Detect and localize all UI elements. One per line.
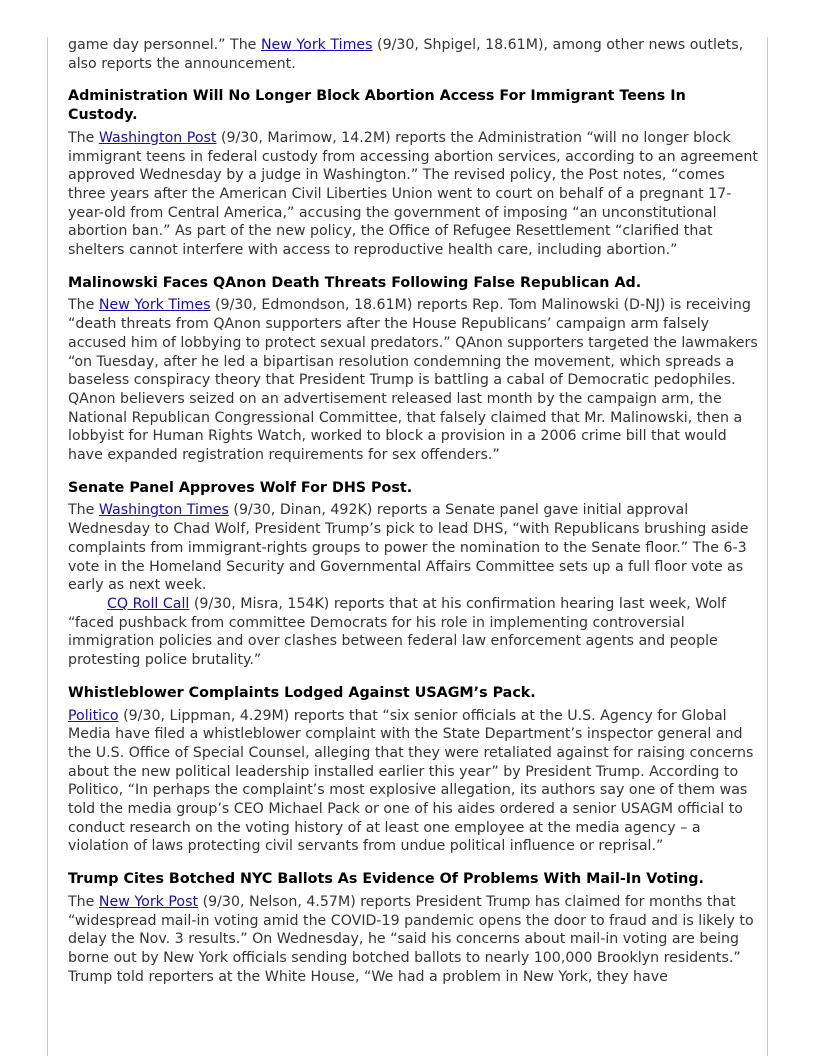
source-link-washington-post[interactable]: Washington Post — [98, 129, 217, 146]
source-link-cq-roll-call[interactable]: CQ Roll Call — [107, 595, 190, 612]
story-headline: Malinowski Faces QAnon Death Threats Following False Republican Ad. — [68, 274, 642, 291]
story-malinowski — [68, 274, 758, 465]
paragraph: The Washington Post (9/30, Marimow, 14.2M) reports the Administration “will no longer block immigrant teens in federal custody from accessing abortion services, according to an agreement approved Wednesday by a judge in Washington.” The revised policy, the Post notes, “comes three years after the American Civil Liberties Union went to court on behalf of a pregnant 17-year-old from Central America,” accusing the government of imposing “an unconstitutional abortion ban.” As part of the new policy, the Office of Refugee Resettlement “clarified that shelters cannot interfere with access to reproductive health care, including abortion.” — [68, 129, 758, 259]
paragraph: The New York Post (9/30, Nelson, 4.57M) reports President Trump has claimed for months that “widespread mail-in voting amid the COVID-19 pandemic opens the door to fraud and is likely to delay the Nov. 3 results.” On Wednesday, he “said his concerns about mail-in voting are being borne out by New York officials sending botched ballots to nearly 100,000 Brooklyn residents.” Trump told reporters at the White House, “We had a problem in New York, they have — [68, 893, 754, 985]
paragraph: Politico (9/30, Lippman, 4.29M) reports that “six senior officials at the U.S. Agency for Global Media have filed a whistleblower complaint with the State Department’s inspector general and the U.S. Office of Special Counsel, alleging that they were retaliated against for raising concerns about the new political leadership installed earlier this year” by President Trump. According to Politico, “In perhaps the complaint’s most explosive allegation, its authors say one of them was told the media group’s CEO Michael Pack or one of his aides ordered a senior USAGM official to conduct research on the voting history of at least one employee at the media agency – a violation of laws protecting civil servants from undue political influence or reprisal.” — [68, 707, 754, 855]
source-link-nytimes[interactable]: New York Times — [98, 297, 211, 314]
paragraph: The New York Times (9/30, Edmondson, 18.61M) reports Rep. Tom Malinowski (D-NJ) is receiving “death threats from QAnon supporters after the House Republicans’ campaign arm falsely accused him of lobbying to protect sexual predators.” QAnon supporters targeted the lawmakers “on Tuesday, after he led a bipartisan resolution condemning the movement, which spreads a baseless conspiracy theory that President Trump is battling a cabal of Democratic pedophiles. QAnon believers seized on an advertisement released last month by the campaign arm, the National Republican Congressional Committee, that falsely claimed that Mr. Malinowski, then a lobbyist for Human Rights Watch, worked to block a provision in a 2006 crime bill that would have expanded registration requirements for sex offenders.” — [68, 297, 758, 464]
story-headline: Administration Will No Longer Block Abortion Access For Immigrant Teens In Custody. — [68, 88, 686, 124]
story-headline: Senate Panel Approves Wolf For DHS Post. — [68, 479, 413, 496]
source-link-nytimes[interactable]: New York Times — [260, 37, 373, 53]
source-link-washington-times[interactable]: Washington Times — [98, 502, 229, 519]
story-headline: Trump Cites Botched NYC Ballots As Evidence Of Problems With Mail-In Voting. — [68, 871, 704, 888]
story-abortion-access — [68, 87, 758, 259]
story-headline: Whistleblower Complaints Lodged Against USAGM’s Pack. — [68, 684, 536, 701]
paragraph: game day personnel.” The New York Times (9/30, Shpigel, 18.61M), among other news outlets, also reports the announcement. — [68, 37, 744, 72]
paragraph: The Washington Times (9/30, Dinan, 492K) reports a Senate panel gave initial approval Wednesday to Chad Wolf, President Trump’s pick to lead DHS, “with Republicans brushing aside complaints from immigrant-rights groups to power the nomination to the Senate floor.” The 6-3 vote in the Homeland Security and Governmental Affairs Committee sets up a full floor vote as early as next week. — [68, 502, 749, 594]
document-body — [68, 36, 758, 1000]
paragraph: CQ Roll Call (9/30, Misra, 154K) reports that at his confirmation hearing last week, Wolf “faced pushback from committee Democrats for his role in implementing controversial immigration policies and over clashes between federal law enforcement agents and people protesting police brutality.” — [68, 595, 727, 669]
source-link-politico[interactable]: Politico — [68, 707, 119, 724]
story-nyc-ballots — [68, 870, 758, 986]
story-usagm-whistleblower — [68, 684, 758, 856]
source-link-new-york-post[interactable]: New York Post — [98, 893, 199, 910]
story-wolf-dhs — [68, 479, 758, 670]
lead-paragraph — [68, 36, 758, 73]
